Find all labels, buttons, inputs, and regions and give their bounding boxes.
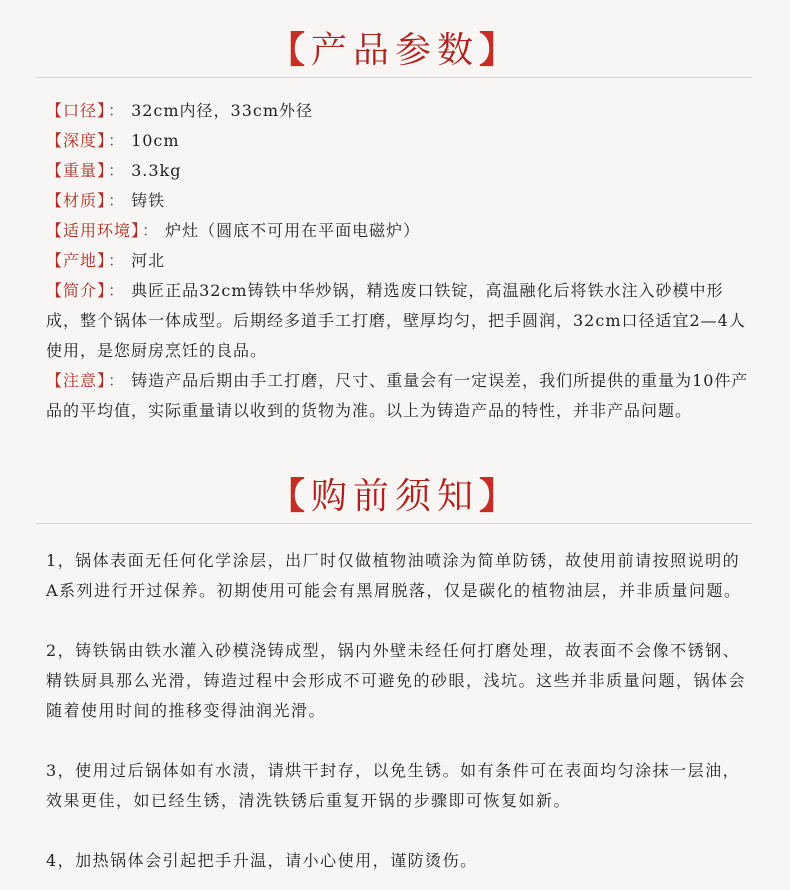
param-key: 【适用环境】 — [46, 221, 141, 240]
param-value: 10cm — [131, 131, 180, 150]
param-key: 【注意】 — [46, 371, 107, 390]
param-value: 3.3kg — [131, 161, 182, 180]
param-key: 【材质】 — [46, 191, 107, 210]
param-item: 【产地】 ： 河北 — [46, 251, 166, 270]
bracket-right: 】 — [479, 29, 522, 71]
param-key: 【产地】 — [46, 251, 107, 270]
param-item: 【注意】 ： 铸造产品后期由手工打磨，尺寸、重量会有一定误差，我们所提供的重量为10件产品的平均值，实际重量请以收到的货物为准。以上为铸造产品的特性，并非产品问题。 — [46, 371, 749, 420]
params-list — [46, 96, 756, 426]
section-title-params — [0, 22, 790, 73]
bracket-left: 【 — [268, 29, 311, 71]
divider-params — [36, 77, 752, 78]
param-key: 【重量】 — [46, 161, 107, 180]
params-title-text: 产品参数 — [310, 30, 479, 71]
param-value: 32cm内径，33cm外径 — [131, 101, 314, 120]
param-value: 河北 — [131, 251, 166, 270]
param-value: 铸造产品后期由手工打磨，尺寸、重量会有一定误差，我们所提供的重量为10件产品的平均值，实际重量请以收到的货物为准。以上为铸造产品的特性，并非产品问题。 — [46, 371, 749, 420]
notice-item: 1，锅体表面无任何化学涂层，出厂时仅做植物油喷涂为简单防锈，故使用前请按照说明的A系列进行开过保养。初期使用可能会有黑屑脱落，仅是碳化的植物油层，并非质量问题。 — [46, 551, 742, 600]
notice-list — [46, 546, 752, 876]
bracket-left: 【 — [268, 475, 311, 517]
param-item: 【重量】 ： 3.3kg — [46, 161, 182, 180]
param-value: 炉灶（圆底不可用在平面电磁炉） — [165, 221, 421, 240]
notice-item: 3，使用过后锅体如有水渍，请烘干封存，以免生锈。如有条件可在表面均匀涂抹一层油，效果更佳，如已经生锈，清洗铁锈后重复开锅的步骤即可恢复如新。 — [46, 761, 741, 810]
notice-item: 4，加热锅体会引起把手升温，请小心使用，谨防烫伤。 — [46, 851, 478, 870]
param-item: 【口径】 ： 32cm内径，33cm外径 — [46, 101, 314, 120]
param-item: 【简介】 ： 典匠正品32cm铸铁中华炒锅，精选废口铁锭，高温融化后将铁水注入砂模中形成，整个锅体一体成型。后期经多道手工打磨，壁厚均匀，把手圆润，32cm口径适宜2—4人使用，是您厨房烹饪的良品。 — [46, 281, 746, 360]
param-item: 【材质】 ： 铸铁 — [46, 191, 166, 210]
bracket-right: 】 — [479, 475, 522, 517]
param-key: 【深度】 — [46, 131, 107, 150]
param-key: 【简介】 — [46, 281, 107, 300]
notice-title-text: 购前须知 — [310, 476, 479, 517]
divider-notice — [36, 523, 752, 524]
section-title-notice — [0, 468, 790, 519]
param-item: 【深度】 ： 10cm — [46, 131, 180, 150]
param-value: 铸铁 — [131, 191, 166, 210]
param-key: 【口径】 — [46, 101, 107, 120]
param-item: 【适用环境】 ： 炉灶（圆底不可用在平面电磁炉） — [46, 221, 421, 240]
notice-item: 2，铸铁锅由铁水灌入砂模浇铸成型，锅内外壁未经任何打磨处理，故表面不会像不锈钢、精铁厨具那么光滑，铸造过程中会形成不可避免的砂眼，浅坑。这些并非质量问题，锅体会随着使用时间的推移变得油润光滑。 — [46, 641, 747, 720]
param-value: 典匠正品32cm铸铁中华炒锅，精选废口铁锭，高温融化后将铁水注入砂模中形成，整个锅体一体成型。后期经多道手工打磨，壁厚均匀，把手圆润，32cm口径适宜2—4人使用，是您厨房烹饪的良品。 — [46, 281, 746, 360]
